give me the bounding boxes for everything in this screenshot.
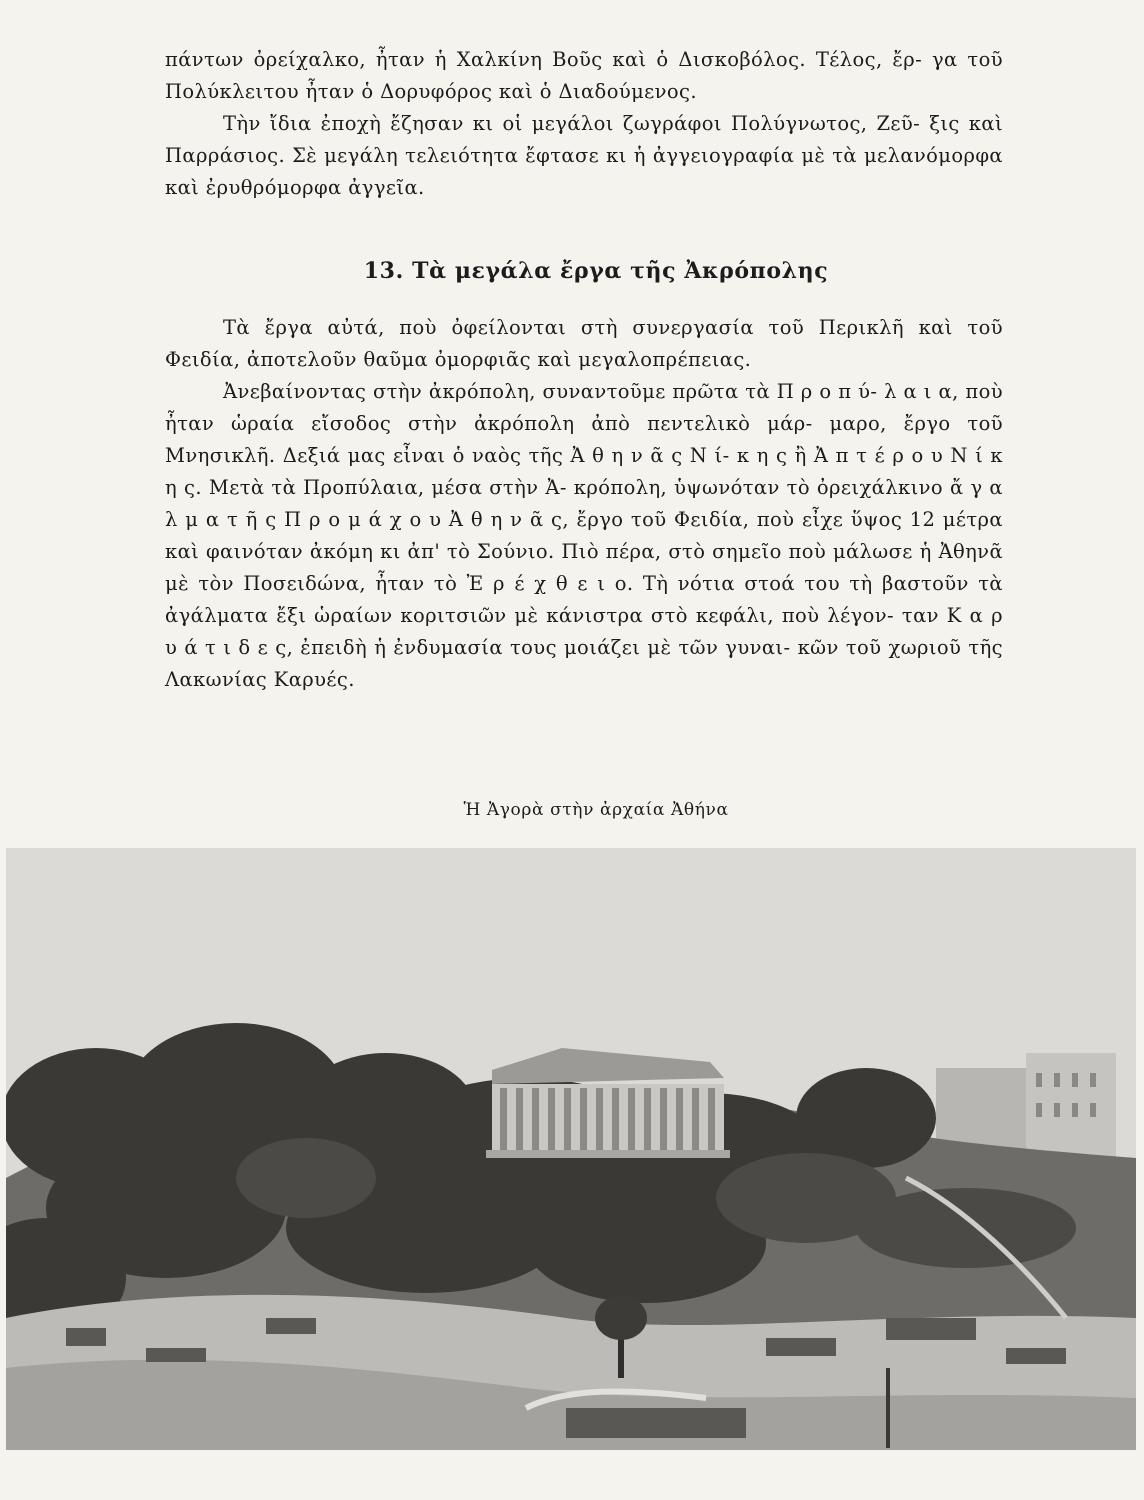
text-line: γα τοῦ Πολύκλειτου ἦταν ὁ Δορυφόρος καὶ ὁ Διαδούμενος.: [165, 48, 1003, 103]
text-line: ταν Κ α ρ υ ά τ ι δ ε ς, ἐπειδὴ ἡ ἐνδυμασία τους μοιάζει μὲ τῶν γυναι-: [165, 604, 1003, 659]
section-text: [165, 312, 1003, 696]
text-line: μαρο, ἔργο τοῦ Μνησικλῆ. Δεξιά μας εἶναι ὁ ναὸς τῆς Ἀ θ η ν ᾶ ς Ν ί-: [165, 412, 1003, 467]
text-line: τὸν Ποσειδώνα, ἦταν τὸ Ἐ ρ έ χ θ ε ι ο. Τὴ νότια στοά του τὴ βαστοῦν: [198, 572, 969, 595]
text-line: Τὰ ἔργα αὐτά, ποὺ ὀφείλονται στὴ συνεργασία τοῦ Περικλῆ καὶ: [223, 316, 953, 339]
text-line: λ α ι α, ποὺ ἦταν ὡραία εἴσοδος στὴν ἀκρόπολη ἀπὸ πεντελικὸ μάρ-: [165, 380, 1003, 435]
photo-caption: Ἡ Ἀγορὰ στὴν ἀρχαία Ἀθήνα: [463, 800, 729, 820]
text-line: Ἀνεβαίνοντας στὴν ἀκρόπολη, συναντοῦμε πρῶτα τὰ Π ρ ο π ύ-: [223, 380, 878, 403]
top-text: [165, 44, 1003, 204]
text-line: ἀκόμη κι ἀπ' τὸ Σούνιο. Πιὸ πέρα, στὸ σημεῖο ποὺ μάλωσε ἡ Ἀθηνᾶ μὲ: [165, 540, 1004, 595]
text-line: μὲ τὰ μελανόμορφα καὶ ἐρυθρόμορφα ἀγγεῖα.: [165, 144, 1003, 199]
paragraph: [165, 312, 1003, 376]
text-line: ξις καὶ Παρράσιος. Σὲ μεγάλη τελειότητα ἔφτασε κι ἡ ἀγγειογραφία: [165, 112, 1004, 167]
text-line: Ἀ θ η ν ᾶ ς, ἔργο τοῦ Φειδία, ποὺ εἶχε ὕψος 12 μέτρα καὶ φαινόταν: [165, 508, 1003, 563]
text-line: πάντων ὀρείχαλκο, ἦταν ἡ Χαλκίνη Βοῦς καὶ ὁ Δισκοβόλος. Τέλος, ἔρ-: [165, 48, 923, 71]
text-line: κ η ς ἢ Ἀ π τ έ ρ ο υ Ν ί κ η ς. Μετὰ τὰ Προπύλαια, μέσα στὴν Ἀ-: [165, 444, 1003, 499]
paragraph: [165, 376, 1003, 696]
paragraph: [165, 108, 1003, 204]
text-line: τὰ ἀγάλματα ἔξι ὡραίων κοριτσιῶν μὲ κάνιστρα στὸ κεφάλι, ποὺ λέγον-: [165, 572, 1003, 627]
text-line: Τὴν ἴδια ἐποχὴ ἔζησαν κι οἱ μεγάλοι ζωγράφοι Πολύγνωτος, Ζεῦ-: [223, 112, 921, 135]
paragraph: [165, 44, 1003, 108]
text-line: κρόπολη, ὑψωνόταν τὸ ὀρειχάλκινο ἄ γ α λ μ α τ ῆ ς Π ρ ο μ ά χ ο υ: [165, 476, 1003, 531]
agora-photo: [6, 848, 1136, 1450]
section-heading: 13. Τὰ μεγάλα ἔργα τῆς Ἀκρόπολης: [363, 258, 829, 284]
text-line: τοῦ Φειδία, ἀποτελοῦν θαῦμα ὀμορφιᾶς καὶ μεγαλοπρέπειας.: [165, 316, 1003, 371]
text-line: κῶν τοῦ χωριοῦ τῆς Λακωνίας Καρυές.: [165, 636, 1004, 691]
